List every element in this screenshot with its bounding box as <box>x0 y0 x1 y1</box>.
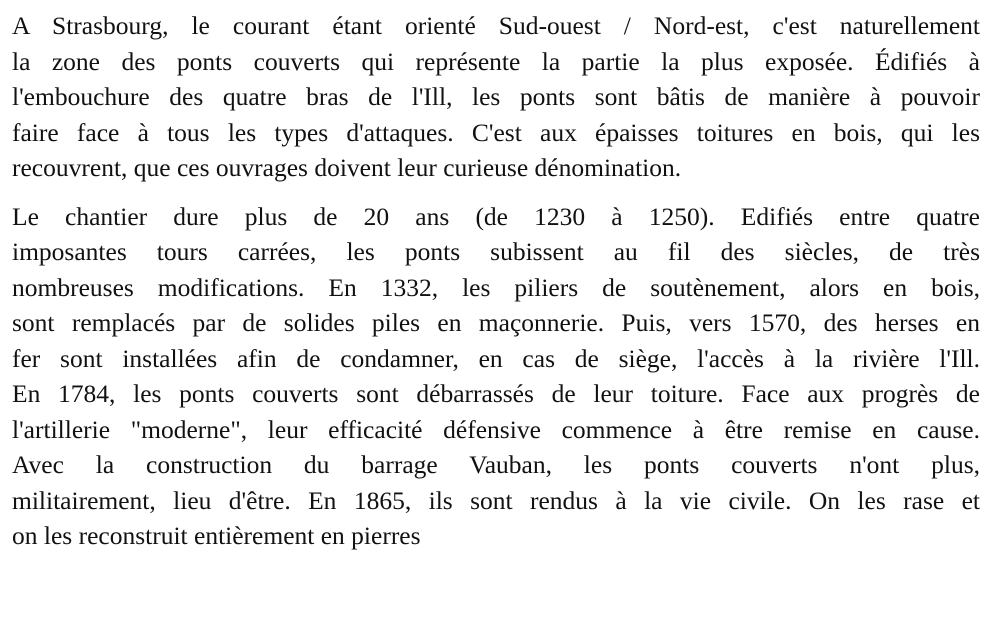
text-line: Le chantier dure plus de 20 ans (de 1230 à 1250). Edifiés entre quatre <box>12 201 980 231</box>
text-line: sont remplacés par de solides piles en maçonnerie. Puis, vers 1570, des herses en <box>12 308 980 337</box>
text-line: A Strasbourg, le courant étant orienté Sud-ouest / Nord-est, c'est naturellement <box>12 11 980 40</box>
text-line: faire face à tous les types d'attaques. C'est aux épaisses toitures en bois, qui les <box>12 117 980 147</box>
text-line: on les reconstruit entièrement en pierres <box>12 521 421 550</box>
paragraph-1 <box>12 8 980 186</box>
text-line: fer sont installées afin de condamner, en cas de siège, l'accès à la rivière l'Ill. <box>12 343 980 373</box>
text-line: Avec la construction du barrage Vauban, les ponts couverts n'ont plus, <box>12 450 980 479</box>
text-line: imposantes tours carrées, les ponts subissent au fil des siècles, de très <box>12 237 980 266</box>
text-line: En 1784, les ponts couverts sont débarrassés de leur toiture. Face aux progrès de <box>12 379 980 408</box>
text-line: recouvrent, que ces ouvrages doivent leur curieuse dénomination. <box>12 153 682 182</box>
document-body <box>12 8 980 554</box>
paragraph-2 <box>12 199 980 554</box>
text-line: l'artillerie "moderne", leur efficacité défensive commence à être remise en cause. <box>12 414 980 444</box>
text-line: l'embouchure des quatre bras de l'Ill, les ponts sont bâtis de manière à pouvoir <box>12 82 980 111</box>
text-line: nombreuses modifications. En 1332, les piliers de soutènement, alors en bois, <box>12 272 980 302</box>
text-line: militairement, lieu d'être. En 1865, ils sont rendus à la vie civile. On les rase et <box>12 485 980 515</box>
text-line: la zone des ponts couverts qui représente la partie la plus exposée. Édifiés à <box>12 46 980 76</box>
